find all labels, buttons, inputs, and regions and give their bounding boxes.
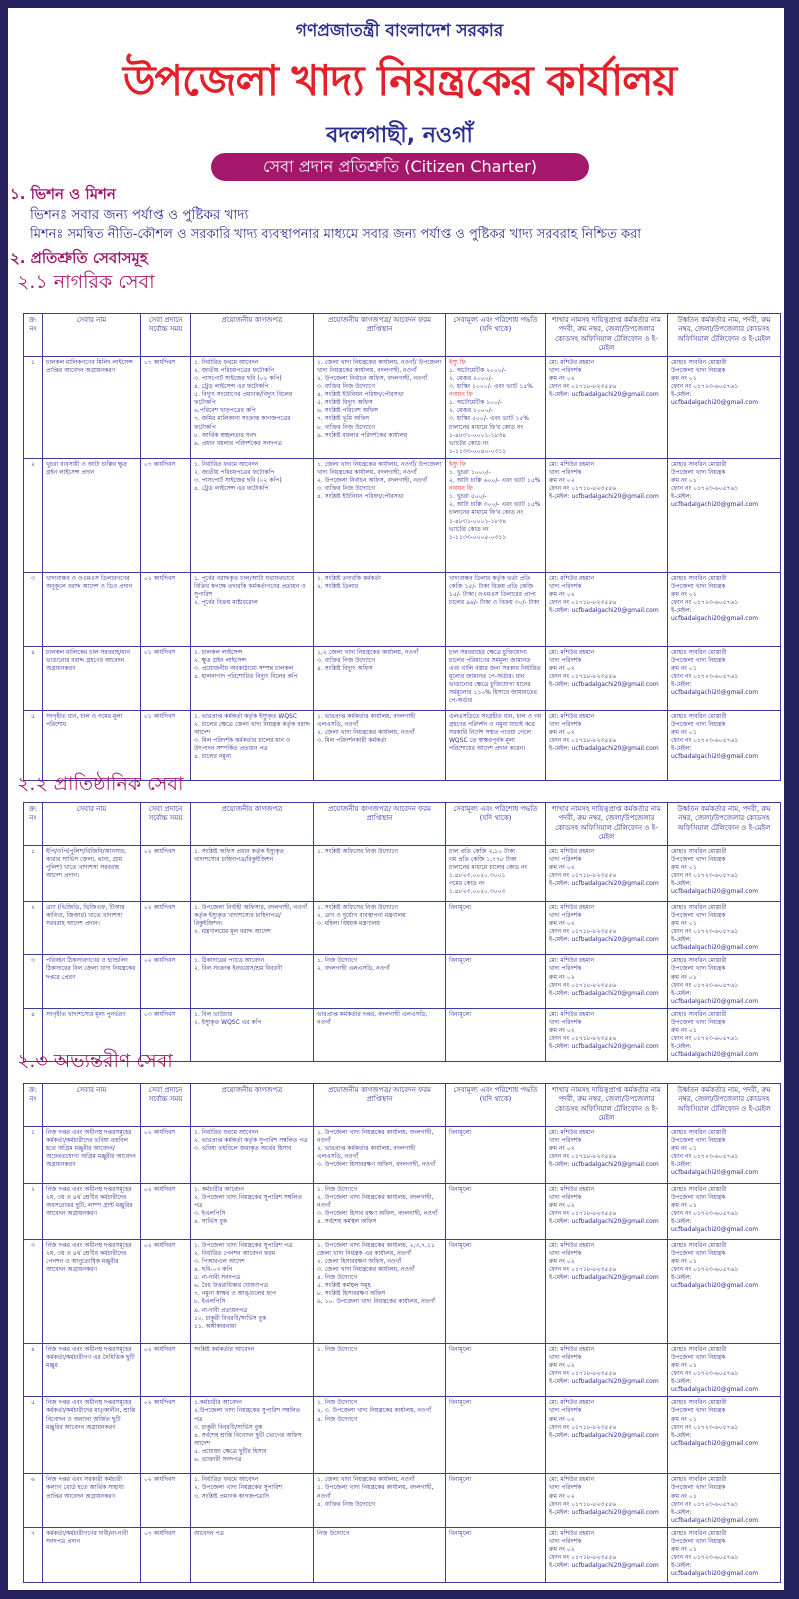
cell-forms: ১. জেলা খাদ্য নিয়ন্ত্রকের কার্যালয়, নওগাঁ/ উপজেলা খাদ্য নিয়ন্ত্রকের কার্যালয়, বদলগাছী, নওগাঁ ২. উপজেলা নির্বাচন অফিস, বদলগাছী, নওগাঁ ৩. ব্যক্তির নিজ উদ্যোগে ৪. সংশ্লিষ্ট ইউনিয়ন পরিষদ/পৌরসভা ৫. সংশ্লিষ্ট বিদ্যুৎ অফিস ৬. সংশ্লিষ্ট পরিবেশ অফিস ৭. সংশ্লিষ্ট ভূমি অফিস ৮. ব্যক্তির নিজ উদ্যোগে ৯. সংশ্লিষ্ট বয়লার পরিদর্শকের কার্যালয় [314, 356, 446, 458]
cell-name: নিজ দপ্তর এবং অধীনস্থ দপ্তরসমূহের ২য়, ৩য় ও ৪র্থ শ্রেণীর কর্মচারীদের পেনশন ও আনুতোষিক মঞ্জুরীর আবেদন অগ্রায়নকরণ [43, 1239, 141, 1343]
cell-time: ০২ কার্যদিবস [141, 845, 191, 901]
cell-time: ০১ কার্যদিবস [141, 646, 191, 710]
fee-line: ১. অটোমেটিক ১০০/- [449, 399, 503, 407]
cell-officer-contact: মো: মশিউর রহমান খাদ্য পরিদর্শক রুম নং ০২ ফোন নং ০১৭১৮-৮২৩৫৫৬ ই-মেইল: ucfbadalgachi20@gmail.com [546, 458, 668, 572]
column-header: উর্ধ্বতন কর্মকর্তার নাম, পদবী, রুম নম্বর, জেলা/উপজেলার কোডসহ অফিসিয়াল টেলিফোন ও ই-মেইল [668, 803, 781, 846]
section-heading: ২.২ প্রাতিষ্ঠানিক সেবা [17, 773, 184, 795]
cell-docs: ১. ঠিকাদারের প্যাডে আবেদন ২. বিল সংক্রান্ত ইনভয়েস/শ্রম বিবরণী [191, 955, 314, 1009]
cell-forms: ১. জেলা খাদ্য নিয়ন্ত্রকের কার্যালয়, নওগাঁ ১. উপজেলা খাদ্য নিয়ন্ত্রকের কার্যালয়, বদলগাছী, নওগাঁ ৪. ব্যক্তির নিজ উদ্যোগে [314, 1474, 446, 1528]
column-header: প্রয়োজনীয় কাগজপত্র/ আবেদন ফরম প্রাপ্তিস্থান [314, 314, 446, 357]
table-row [24, 1183, 781, 1239]
cell-no: ৪ [24, 1008, 43, 1062]
cell-name: ত্রাণ (ভিজিডি, ভিজিএফ, টিআর কাবিখা, জিআর) খাতে খাদ্যশস্য সরবরাহ আদেশ প্রদান। [43, 901, 141, 955]
cell-officer-contact: মো: মশিউর রহমান খাদ্য পরিদর্শক রুম নং ০২ ফোন নং ০১৭১৮-৮২৩৫৫৬ ই-মেইল: ucfbadalgachi20@gmail.com [546, 1126, 668, 1183]
cell-no: ৭ [24, 1527, 43, 1582]
cell-officer-contact: মো: মশিউর রহমান খাদ্য পরিদর্শক রুম নং ০২ ফোন নং ০১৭১৮-৮২৩৫৫৬ ই-মেইল: ucfbadalgachi20@gmail.com [546, 1343, 668, 1397]
column-header: শাখার নামসহ দায়িত্বপ্রাপ্ত কর্মকর্তার নাম পদবী, রুম নম্বর, জেলা/উপজেলার কোডসহ অফিসিয়াল টেলিফোন ও ই-মেইল [546, 803, 668, 846]
column-header: সেবার নাম [43, 314, 141, 357]
cell-name: চালকল মালিকগণের মিলিং লাইসেন্স প্রাপ্তির আবেদন অগ্রায়নকরণ [43, 356, 141, 458]
section-heading: ২.১ নাগরিক সেবা [17, 271, 155, 293]
cell-time: ০৭ কার্যদিবস [141, 356, 191, 458]
fee-line: ইস্যু ফি [449, 358, 466, 366]
fee-line: ২. মেজর ২০০০/- [449, 374, 493, 382]
cell-superior-contact: মোহাঃ সাবরিন মোস্তারী উপজেলা খাদ্য নিয়ন্ত্রক রুম নং ০১ ফোন নং ০১৭২৩-৬০৫৭৬১ ই-মেইল: ucfbadalgachi20@gmail.com [668, 1239, 781, 1343]
fee-line: চালানের মাধ্যমে ফি'র কোড নং [449, 423, 524, 431]
column-header: সেবার নাম [43, 1084, 141, 1127]
cell-docs: ১. ভারপ্রাপ্ত কর্মকর্তা কর্তৃক ইস্যুকৃত WQSC ২. চালের ক্ষেত্রে জেলা খাদ্য নিয়ন্ত্রক কর্তৃক বরাদ্দ আদেশ ৩. মিল পরিদর্শক কর্মকর্তার চালের মান ও উৎপাদন সম্পর্কিত প্রত্যয়ন পত্র ৪. চালের নমুনা [191, 710, 314, 780]
cell-name: চালকল মালিকের চাল সরবরাহ/ধান ভাঙানোর বরাদ্দ গ্রহণের আবেদন অগ্রায়নকরণ [43, 646, 141, 710]
cell-officer-contact: মো: মশিউর রহমান খাদ্য পরিদর্শক রুম নং ০২ ফোন নং ০১৭১৮-৮২৩৫৫৬ ই-মেইল: ucfbadalgachi20@gmail.com [546, 572, 668, 646]
cell-superior-contact: মোহাঃ সাবরিন মোস্তারী উপজেলা খাদ্য নিয়ন্ত্রক রুম নং ০১ ফোন নং ০১৭২৩-৬০৫৭৬১ ই-মেইল: ucfbadalgachi20@gmail.com [668, 955, 781, 1009]
cell-time: ০১ কার্যদিবস [141, 710, 191, 780]
cell-forms: ১. জেলা খাদ্য নিয়ন্ত্রকের কার্যালয়, নওগাঁ/ উপজেলা খাদ্য নিয়ন্ত্রকের কার্যালয়, বদলগাছী, নওগাঁ ২. উপজেলা নির্বাচন অফিস, বদলগাছী, নওগাঁ ৩. ব্যক্তির নিজ উদ্যোগে ৪. সংশ্লিষ্ট ইউনিয়ন পরিষদ/পৌরসভা [314, 458, 446, 572]
cell-fee [446, 458, 546, 572]
fee-line: ৩. হাস্কিং ৫০০/- এবং ভ্যাট ১৫% [449, 415, 529, 423]
cell-officer-contact: মো: মশিউর রহমান খাদ্য পরিদর্শক রুম নং ০২ ফোন নং ০১৭১৮-৮২৩৫৫৬ ই-মেইল: ucfbadalgachi20@gmail.com [546, 356, 668, 458]
cell-name: সংগৃহীত খাদ্যশস্যের মূল্য পুনর্ভরণ [43, 1008, 141, 1062]
cell-docs: ১. বিল ভাউচার ২. ইস্যুকৃত WQSC এর কপি [191, 1008, 314, 1062]
cell-docs: ১. নির্ধারিত ফরমে আবেদন ২. জাতীয় পরিচয়পত্রের ফটোকপি ৩. পাসপোর্ট সাইজের ছবি (০২ কপি) ৪. ট্রেড লাইসেন্স এর ফটোকপি ৫. বিদ্যুৎ সংযোগের প্রমাণক/বিদ্যুৎ বিলের ফটোকপি ৬.পরিবেশ ছাড়পত্রের কপি ৭. জমির মালিকানা সংক্রান্ত কাগজপত্রের ফটোকপি ৮. আর্থিক স্বচ্ছলতার সনদ ৯. প্রধান বয়লার পরিদর্শকের সনদপত্র [191, 356, 314, 458]
fee-line: ২. আটা চাক্কি ৩০০/- এবং ভ্যাট ১৫% [449, 501, 541, 509]
cell-officer-contact: মো: মশিউর রহমান খাদ্য পরিদর্শক রুম নং ০২ ফোন নং ০১৭১৮-৮২৩৫৫৬ ই-মেইল: ucfbadalgachi20@gmail.com [546, 1527, 668, 1582]
cell-docs: ১. উপজেলা খাদ্য নিয়ন্ত্রকের সুপারিশ পত্র ২. নির্ধারিত পেনশন আবেদন ফরম ৩. পিআরএল আদেশ ৪. ছবি-০৩ কপি ৫. না-দাবী সনদপত্র ৬. বৈধ উত্তরাধিকার ঘোষণাপত্র ৭. নমুনা স্বাক্ষর ও আঙ্গুলের ছাপ ৮. ইএলপিসি ৯. না-দাবী প্রত্যয়নপত্র ১০. চাকুরী বিবরণী/সার্ভিস বুক ১১. অঙ্গীকারনামা [191, 1239, 314, 1343]
column-header: সেবা প্রদানে সর্বোচ্চ সময় [141, 1084, 191, 1127]
cell-superior-contact: মোহাঃ সাবরিন মোস্তারী উপজেলা খাদ্য নিয়ন্ত্রক রুম নং ০১ ফোন নং ০১৭২৩-৬০৫৭৬১ ই-মেইল: ucfbadalgachi20@gmail.com [668, 356, 781, 458]
cell-time: ০২ কার্যদিবস [141, 1183, 191, 1239]
cell-superior-contact: মোহাঃ সাবরিন মোস্তারী উপজেলা খাদ্য নিয়ন্ত্রক রুম নং ০১ ফোন নং ০১৭২৩-৬০৫৭৬১ ই-মেইল: ucfbadalgachi20@gmail.com [668, 1126, 781, 1183]
table-row [24, 1527, 781, 1582]
cell-officer-contact: মো: মশিউর রহমান খাদ্য পরিদর্শক রুম নং ০২ ফোন নং ০১৭১৮-৮২৩৫৫৬ ই-মেইল: ucfbadalgachi20@gmail.com [546, 1397, 668, 1474]
column-header: প্রয়োজনীয় কাগজপত্র/ আবেদন ফরম প্রাপ্তিস্থান [314, 803, 446, 846]
cell-superior-contact: মোহাঃ সাবরিন মোস্তারী উপজেলা খাদ্য নিয়ন্ত্রক রুম নং ০১ ফোন নং ০১৭২৩-৬০৫৭৬১ ই-মেইল: ucfbadalgachi20@gmail.com [668, 1343, 781, 1397]
cell-name: পরিবহন ঠিকাদারগণের ও হ্যান্ডলিং ঠিকাদারের বিল জেলা খাদ্য নিয়ন্ত্রকের দপ্তরে প্রেরণ [43, 955, 141, 1009]
cell-superior-contact: মোহাঃ সাবরিন মোস্তারী উপজেলা খাদ্য নিয়ন্ত্রক রুম নং ০১ ফোন নং ০১৭২৩-৬০৫৭৬১ ই-মেইল: ucfbadalgachi20@gmail.com [668, 1008, 781, 1062]
cell-officer-contact: মো: মশিউর রহমান খাদ্য পরিদর্শক রুম নং ০২ ফোন নং ০১৭১৮-৮২৩৫৫৬ ই-মেইল: ucfbadalgachi20@gmail.com [546, 955, 668, 1009]
cell-fee: চাল সরবরাহের ক্ষেত্রে চুক্তিযোগ্য চালের পরিমাণের সমমূল্য জামানত এবং খালি বস্তার জন্য সরকার নির্ধারিত মূল্যের জামানত পে-অর্ডার। ধান ভাঙানোর ক্ষেত্রে চুক্তিযোগ্য ধানের সমমূল্যের ১১০% হিসাবে জামানতের পে-অর্ডার [446, 646, 546, 710]
cell-name: কর্মকর্তা/কর্মচারীগণের দাবী/না-দাবী সনদপত্র প্রদান [43, 1527, 141, 1582]
fee-line: চালানের মাধ্যমে ফি'র কোড নং [449, 509, 524, 517]
cell-no: ১ [24, 845, 43, 901]
cell-time: ০২ কার্যদিবস [141, 1474, 191, 1528]
cell-name: নিজ দপ্তর এবং অধীনস্থ দপ্তরসমূহের কর্মকর্তা/কর্মচারীদের মাতৃকালীন, শ্রান্তি বিনোদন ও অন্যান্য অর্জিত ছুটি মঞ্জুরির আবেদন অগ্রায়নকরণ [43, 1397, 141, 1474]
citizen-charter-badge: সেবা প্রদান প্রতিশ্রুতি (Citizen Charter) [211, 153, 589, 181]
cell-forms: ১. সংশ্লিষ্ট অফিসের নিজ উদ্যোগে ২. ত্রাণ ও দুর্যোগ ব্যবস্থাপনা মন্ত্রণালয় ৩. মহিলা বিষয়ক মন্ত্রণালয় [314, 901, 446, 955]
cell-no: ৩ [24, 572, 43, 646]
cell-time: ০৩ কার্যদিবস [141, 1008, 191, 1062]
cell-superior-contact: মোহাঃ সাবরিন মোস্তারী উপজেলা খাদ্য নিয়ন্ত্রক রুম নং ০১ ফোন নং ০১৭২৩-৬০৫৭৬১ ই-মেইল: ucfbadalgachi20@gmail.com [668, 646, 781, 710]
cell-name: নিজ দপ্তর এবং অধীনস্থ দপ্তরসমূহের কর্মকর্তা/কর্মচারীগণ এর নৈমিত্তিক ছুটি মঞ্জুর [43, 1343, 141, 1397]
column-header: প্রয়োজনীয় কাগজপত্র/ আবেদন ফরম প্রাপ্তিস্থান [314, 1084, 446, 1127]
vision-heading: ১. ভিশন ও মিশন [10, 185, 116, 203]
cell-fee [446, 356, 546, 458]
cell-time: ০১ কার্যদিবস [141, 572, 191, 646]
cell-fee: বিনামূল্যে [446, 1397, 546, 1474]
cell-superior-contact: মোহাঃ সাবরিন মোস্তারী উপজেলা খাদ্য নিয়ন্ত্রক রুম নং ০১ ফোন নং ০১৭২৩-৬০৫৭৬১ ই-মেইল: ucfbadalgachi20@gmail.com [668, 1183, 781, 1239]
cell-officer-contact: মো: মশিউর রহমান খাদ্য পরিদর্শক রুম নং ০২ ফোন নং ০১৭১৮-৮২৩৫৫৬ ই-মেইল: ucfbadalgachi20@gmail.com [546, 845, 668, 901]
cell-fee: বিনামূল্যে [446, 1126, 546, 1183]
cell-forms: ১. নিজ উদ্যোগে [314, 1343, 446, 1397]
cell-time: ০২ কার্যদিবস [141, 1343, 191, 1397]
cell-no: ২ [24, 458, 43, 572]
fee-line: ইস্যু ফি [449, 460, 466, 468]
cell-time: ০২ কার্যদিবস [141, 901, 191, 955]
table-row [24, 1474, 781, 1528]
column-header: সেবামূল্য এবং পরিশোধ পদ্ধতি (যদি থাকে) [446, 314, 546, 357]
table-row [24, 1126, 781, 1183]
cell-no: ২ [24, 901, 43, 955]
cell-forms: ১. সংশ্লিষ্ট তদারকি কর্মকর্তা ২. সংশ্লিষ্ট ডিলার [314, 572, 446, 646]
section-heading: ২.৩ অভ্যন্তরীণ সেবা [17, 1050, 173, 1072]
office-location: বদলগাছী, নওগাঁ [326, 123, 473, 148]
cell-time: ০২ কার্যদিবস [141, 1397, 191, 1474]
vision-text: ভিশনঃ সবার জন্য পর্যাপ্ত ও পুষ্টিকর খাদ্য [30, 207, 249, 223]
cell-superior-contact: মোহাঃ সাবরিন মোস্তারী উপজেলা খাদ্য নিয়ন্ত্রক রুম নং ০১ ফোন নং ০১৭২৩-৬০৫৭৬১ ই-মেইল: ucfbadalgachi20@gmail.com [668, 572, 781, 646]
cell-officer-contact: মো: মশিউর রহমান খাদ্য পরিদর্শক রুম নং ০২ ফোন নং ০১৭১৮-৮২৩৫৫৬ ই-মেইল: ucfbadalgachi20@gmail.com [546, 1239, 668, 1343]
cell-name: সংগৃহীত ধান, চাল ও গমের মূল্য পরিশোধ [43, 710, 141, 780]
cell-forms: ১. ভারপ্রাপ্ত কর্মকর্তার কার্যালয়, বদলগাছী এলএসডি, নওগাঁ ২. জেলা খাদ্য নিয়ন্ত্রকের কার্যালয়, নওগাঁ ৩. মিল পরিদর্শনকারী কর্মকর্তা [314, 710, 446, 780]
cell-no: ৪ [24, 646, 43, 710]
cell-forms: ১. উপজেলা খাদ্য নিয়ন্ত্রকের কার্যালয়, ২,৩,৭,১১ জেলা খাদ্য নিয়ন্ত্রক এর কার্যালয়, নওগাঁ ২. জেলা হিসাবরক্ষণ অফিস, নওগাঁ ৩. জেলা খাদ্য নিয়ন্ত্রকের কার্যালয়, নওগাঁ ৪. নিজ উদ্যোগে ৫. সংশ্লিষ্ট কর্মস্থল সমূহ ৮. সংশ্লিষ্ট হিসাবরক্ষণ অফিস ৯, ১০. উপজেলা খাদ্য নিয়ন্ত্রকের কার্যালয়, নওগাঁ [314, 1239, 446, 1343]
cell-superior-contact: মোহাঃ সাবরিন মোস্তারী উপজেলা খাদ্য নিয়ন্ত্রক রুম নং ০১ ফোন নং ০১৭২৩-৬০৫৭৬১ ই-মেইল: ucfbadalgachi20@gmail.com [668, 1397, 781, 1474]
fee-line: ২. আটা চাক্কি ৬০০/- এবং ভ্যাট ১৫% [449, 477, 541, 485]
column-header: সেবার নাম [43, 803, 141, 846]
table-row [24, 845, 781, 901]
cell-no: ৫ [24, 1397, 43, 1474]
cell-no: ৬ [24, 1474, 43, 1528]
cell-docs: ১. চালকল লাইসেন্স ২. ক্ষুদ্র গ্রইন লাইসেন্স ৩. প্রয়োজনীয় অবকাঠামো সম্পন্ন চালকল ৪. হালনাগাদ পরিশোধিত বিদ্যুৎ বিলের কপি [191, 646, 314, 710]
cell-docs: ১. পূর্বের বরাদ্দকৃত চাল/আটা যথাযথভাবে বিক্রির স্বপক্ষে তদারকি কর্মকর্তাগণের প্রত্যয়ন ও সুপারিশ ২. পূর্বের বিক্রয় মাষ্টাররোল [191, 572, 314, 646]
column-header: উর্ধ্বতন কর্মকর্তার নাম, পদবী, রুম নম্বর, জেলা/উপজেলার কোডসহ অফিসিয়াল টেলিফোন ও ই-মেইল [668, 314, 781, 357]
table-row [24, 1397, 781, 1474]
cell-name: নিজ দপ্তর এবং অধীনস্থ দপ্তরসমূহের ২য়, ৩য় ও ৪র্থ শ্রেণীর কর্মচারীদের অবসরোত্তর ছুটি, লাম্প গ্রান্ট মঞ্জুরির আবেদন অগ্রায়নকরণ [43, 1183, 141, 1239]
table-row [24, 458, 781, 572]
table-header [24, 314, 781, 357]
cell-docs: সংশ্লিষ্ট কর্মকর্তার আবেদন [191, 1343, 314, 1397]
cell-fee: চাল প্রতি কেজি ২,১০ টাকা গম প্রতি কেজি ১,৭৭৮ টাকা চালানের মাধ্যমে চালের কোড নং ১.৪৮২৩.০০২০.৩০০১ গমের কোড নং ১.৪৮২৩.০০২০.৩০০৩ [446, 845, 546, 901]
cell-officer-contact: মো: মশিউর রহমান খাদ্য পরিদর্শক রুম নং ০২ ফোন নং ০১৭১৮-৮২৩৫৫৬ ই-মেইল: ucfbadalgachi20@gmail.com [546, 646, 668, 710]
cell-no: ৫ [24, 710, 43, 780]
services-heading: ২. প্রতিশ্রুতি সেবাসমূহ [10, 249, 148, 267]
column-header: ক্র: নং [24, 314, 43, 357]
fee-line: ১. খুচরা ৫০০/- [449, 493, 487, 501]
column-header: ক্র: নং [24, 803, 43, 846]
cell-time: ০২ কার্যদিবস [141, 1239, 191, 1343]
services-table [23, 802, 781, 1062]
cell-superior-contact: মোহাঃ সাবরিন মোস্তারী উপজেলা খাদ্য নিয়ন্ত্রক রুম নং ০১ ফোন নং ০১৭২৩-৬০৫৭৬১ ই-মেইল: ucfbadalgachi20@gmail.com [668, 710, 781, 780]
fee-line: ভ্যাটের কোড নং [449, 439, 489, 447]
cell-superior-contact: মোহাঃ সাবরিন মোস্তারী উপজেলা খাদ্য নিয়ন্ত্রক রুম নং ০১ ফোন নং ০১৭২৩-৬০৫৭৬১ ই-মেইল: ucfbadalgachi20@gmail.com [668, 1474, 781, 1528]
cell-officer-contact: মো: মশিউর রহমান খাদ্য পরিদর্শক রুম নং ০২ ফোন নং ০১৭১৮-৮২৩৫৫৬ ই-মেইল: ucfbadalgachi20@gmail.com [546, 1183, 668, 1239]
table-row [24, 955, 781, 1009]
cell-name: নিজ দপ্তর এবং সরকারী কর্মচারী কল্যাণ বোর্ড হতে আর্থিক সাহায্য প্রাপ্তির আবেদন অগ্রায়নকরণ [43, 1474, 141, 1528]
cell-superior-contact: মোহাঃ সাবরিন মোস্তারী উপজেলা খাদ্য নিয়ন্ত্রক রুম নং ০১ ফোন নং ০১৭২৩-৬০৫৭৬১ ই-মেইল: ucfbadalgachi20@gmail.com [668, 901, 781, 955]
table-row [24, 1239, 781, 1343]
cell-fee: বিনামূল্যে [446, 1183, 546, 1239]
cell-no: ১ [24, 1126, 43, 1183]
cell-fee: বিনামূল্যে [446, 1008, 546, 1062]
column-header: শাখার নামসহ দায়িত্বপ্রাপ্ত কর্মকর্তার নাম পদবী, রুম নম্বর, জেলা/উপজেলার কোডসহ অফিসিয়াল টেলিফোন ও ই-মেইল [546, 1084, 668, 1127]
cell-forms: ১. সংশ্লিষ্ট অফিসের নিজ উদ্যোগে [314, 845, 446, 901]
mission-text: মিশনঃ সমন্বিত নীতি-কৌশল ও সরকারি খাদ্য ব্যবস্থাপনার মাধ্যমে সবার জন্য পর্যাপ্ত ও পুষ্টিকর খাদ্য সরবরাহ নিশ্চিত করা [30, 227, 642, 242]
table-header [24, 803, 781, 846]
cell-docs: আবেদন পত্র [191, 1527, 314, 1582]
fee-line: ১-১১৩৩-০০৪০-০৩১১ [449, 447, 507, 455]
fee-line: নবায়ন ফি [449, 485, 473, 493]
table-row [24, 356, 781, 458]
cell-no: ৩ [24, 955, 43, 1009]
fee-line: ৩. হাস্কিং ১০০০/- এবং ভ্যাট ১৫% [449, 383, 533, 391]
cell-fee: এলএসডিতে সংগ্রহীত ধান, চাল ও গম গ্রহণের পরিদর্শন ও নমুনা যাচাই করে সরকারি নির্দেশ সম্মত পাওয়া গেলে WQSC তে স্বাক্ষরপূর্বক মূল্য পরিশোধের আদেশ প্রদান করেন। [446, 710, 546, 780]
cell-forms: ১,২ জেলা খাদ্য নিয়ন্ত্রকের কার্যালয়, নওগাঁ ৩. ব্যক্তির নিজ উদ্যোগে ৪. সংশ্লিষ্ট বিদ্যুৎ অফিস [314, 646, 446, 710]
table-row [24, 1343, 781, 1397]
fee-line: ২. মেজর ১০০০/- [449, 407, 493, 415]
column-header: সেবামূল্য এবং পরিশোধ পদ্ধতি (যদি থাকে) [446, 803, 546, 846]
table-header [24, 1084, 781, 1127]
cell-docs: ১. কর্মচারীর আবেদন ২. উপজেলা খাদ্য নিয়ন্ত্রকের সুপারিশ সম্বলিত পত্র ৩. ইএলপিসি ৪. সার্ভিস বুক [191, 1183, 314, 1239]
cell-name: খাদ্যবান্ধব ও ওএমএস ডিলারগণের অনুকূলে বরাদ্দ আদেশ ও ডিও প্রদান [43, 572, 141, 646]
cell-docs: ১.কর্মচারীর আবেদন ২.উপজেলা খাদ্য নিয়ন্ত্রকের সুপারিশ সম্বলিত পত্র ৩. চাকুরী বিবরণী/সার্ভিস বুক ৪. সর্বশেষ শ্রান্তি বিনোদন ছুটি ভোগের অফিস আদেশ ৫. প্রযোজ্য ক্ষেত্রে ছুটির হিসাব ৬. ডাক্তারী সনদপত্র [191, 1397, 314, 1474]
office-title: উপজেলা খাদ্য নিয়ন্ত্রকের কার্যালয় [122, 56, 677, 105]
cell-fee: বিনামূল্যে [446, 901, 546, 955]
fee-line: ১-৪৮৩১-০০০১-১৮৩৪ [449, 517, 507, 525]
cell-no: ১ [24, 356, 43, 458]
cell-fee: খাদ্যবান্ধব ডিলার কর্তৃক ভর্তা প্রতি কেজি ১৫/- টাকা বিক্রয় প্রতি কেজি ১৫/- টাকা। ওএমএস ডিলারের প্রাপ্য চালের ৯৯/- টাকা ও বিক্রয় ৩০/- টাকা [446, 572, 546, 646]
cell-officer-contact: মো: মশিউর রহমান খাদ্য পরিদর্শক রুম নং ০২ ফোন নং ০১৭১৮-৮২৩৫৫৬ ই-মেইল: ucfbadalgachi20@gmail.com [546, 710, 668, 780]
cell-fee: বিনামূল্যে [446, 1239, 546, 1343]
cell-forms: ১. নিজ উদ্যোগে ২. বদলগাছী এলএসডি, নওগাঁ [314, 955, 446, 1009]
column-header: সেবা প্রদানে সর্বোচ্চ সময় [141, 314, 191, 357]
fee-line: নবায়ন ফি [449, 391, 473, 399]
cell-forms: ১. নিজ উদ্যোগে ২. উপজেলা খাদ্য নিয়ন্ত্রকের কার্যালয়, বদলগাছী, নওগাঁ ৩. উপজেলা হিসাব রক্ষণ অফিস, বদলগাছী, নওগাঁ ৪. সর্বশেষ কর্মস্থল অফিস [314, 1183, 446, 1239]
cell-forms: নিজ উদ্যোগে [314, 1527, 446, 1582]
services-table [23, 313, 781, 781]
cell-docs: ১. সংশ্লিষ্ট অফিস প্রধান কর্তৃক ইস্যুকৃত খাদ্যশস্যের চাহিদাপত্র/রিকুইজিশন [191, 845, 314, 901]
cell-no: ৩ [24, 1239, 43, 1343]
table-row [24, 646, 781, 710]
column-header: শাখার নামসহ দায়িত্বপ্রাপ্ত কর্মকর্তার নাম পদবী, রুম নম্বর, জেলা/উপজেলার কোডসহ অফিসিয়াল টেলিফোন ও ই-মেইল [546, 314, 668, 357]
cell-time: ০৭ কার্যদিবস [141, 1527, 191, 1582]
government-name: গণপ্রজাতন্ত্রী বাংলাদেশ সরকার [295, 21, 504, 41]
cell-name: খুচরা ব্যবসায়ী ও আটা চাক্কির ক্ষুদ্র গ্রইন লাইসেন্স প্রদান [43, 458, 141, 572]
cell-no: ৪ [24, 1343, 43, 1397]
cell-superior-contact: মোহাঃ সাবরিন মোস্তারী উপজেলা খাদ্য নিয়ন্ত্রক রুম নং ০১ ফোন নং ০১৭২৩-৬০৫৭৬১ ই-মেইল: ucfbadalgachi20@gmail.com [668, 845, 781, 901]
fee-line: ১. খুচরা ১০০০/- [449, 468, 491, 476]
cell-no: ২ [24, 1183, 43, 1239]
fee-line: ১. অটোমেটিক ২০০০/- [449, 366, 506, 374]
cell-fee: বিনামূল্যে [446, 955, 546, 1009]
cell-fee: বিনামূল্যে [446, 1527, 546, 1582]
cell-forms: ১. উপজেলা খাদ্য নিয়ন্ত্রকের কার্যালয়, বদলগাছী, নওগাঁ ২. ভারপ্রাপ্ত কর্মকর্তার কার্যালয়, বদলগাছী এলএসডি, নওগাঁ ৩. উপজেলা হিসাবরক্ষণ অফিস, বদলগাছী, নওগাঁ [314, 1126, 446, 1183]
column-header: প্রয়োজনীয় কাগজপত্র [191, 314, 314, 357]
cell-forms: ভারপ্রাপ্ত কর্মকর্তার দপ্তর, বদলগাছী এলএসডি, নওগাঁ [314, 1008, 446, 1062]
column-header: প্রয়োজনীয় কাগজপত্র [191, 1084, 314, 1127]
fee-line: ১-১১৩৩-০০০৫-০৩১১ [449, 533, 507, 541]
cell-time: ০৭ কার্যদিবস [141, 458, 191, 572]
cell-docs: ১. নির্ধারিত ফরমে আবেদন ২. জাতীয় পরিচয়পত্রের ফটোকপি ৩. পাসপোর্ট সাইজের ছবি (০২ কপি) ৪. ট্রেড লাইসেন্স এর ফটোকপি [191, 458, 314, 572]
cell-name: নিজ দপ্তর এবং অধীনস্থ দপ্তরসমূহের কর্মকর্তা/কর্মচারীদের ভবিষ্য তহবিল হতে অগ্রিম মঞ্জুরীর আবেদন/ অফেরতযোগ্য অগ্রিম মঞ্জুরীর আবেদন অগ্রায়নকরণ [43, 1126, 141, 1183]
cell-docs: ১. উপজেলা নির্বাহী অফিসার, বদলগাছী, নওগাঁ কর্তৃক ইস্যুকৃত খাদ্যশস্যের চাহিদাপত্র/ রিকুইজিশন। ২. মন্ত্রণালয়ের মূল বরাদ্দ আদেশ [191, 901, 314, 955]
cell-officer-contact: মো: মশিউর রহমান খাদ্য পরিদর্শক রুম নং ০২ ফোন নং ০১৭১৮-৮২৩৫৫৬ ই-মেইল: ucfbadalgachi20@gmail.com [546, 1474, 668, 1528]
fee-line: ১-৪৮৩১-০০০১-১৮৩৪ [449, 431, 507, 439]
cell-officer-contact: মো: মশিউর রহমান খাদ্য পরিদর্শক রুম নং ০২ ফোন নং ০১৭১৮-৮২৩৫৫৬ ই-মেইল: ucfbadalgachi20@gmail.com [546, 1008, 668, 1062]
cell-superior-contact: মোহাঃ সাবরিন মোস্তারী উপজেলা খাদ্য নিয়ন্ত্রক রুম নং ০১ ফোন নং ০১৭২৩-৬০৫৭৬১ ই-মেইল: ucfbadalgachi20@gmail.com [668, 1527, 781, 1582]
column-header: সেবামূল্য এবং পরিশোধ পদ্ধতি (যদি থাকে) [446, 1084, 546, 1127]
cell-time: ০২ কার্যদিবস [141, 955, 191, 1009]
fee-line: ভ্যাটের কোড নং [449, 525, 489, 533]
cell-fee: বিনামূল্যে [446, 1474, 546, 1528]
cell-officer-contact: মো: মশিউর রহমান খাদ্য পরিদর্শক রুম নং ০২ ফোন নং ০১৭১৮-৮২৩৫৫৬ ই-মেইল: ucfbadalgachi20@gmail.com [546, 901, 668, 955]
column-header: ক্র: নং [24, 1084, 43, 1127]
cell-time: ০২ কার্যদিবস [141, 1126, 191, 1183]
cell-fee: বিনামূল্যে [446, 1343, 546, 1397]
cell-superior-contact: মোহাঃ সাবরিন মোস্তারী উপজেলা খাদ্য নিয়ন্ত্রক রুম নং ০১ ফোন নং ০১৭২৩-৬০৫৭৬১ ই-মেইল: ucfbadalgachi20@gmail.com [668, 458, 781, 572]
table-row [24, 901, 781, 955]
cell-docs: ১. নির্ধারিত ফরমে আবেদন ২. ভারপ্রাপ্ত কর্মকর্তা কর্তৃক সুপারিশ সম্বলিত পত্র ৩. ভবিষ্য তহবিলে জমাকৃত অর্থের হিসাব [191, 1126, 314, 1183]
services-table [23, 1083, 781, 1583]
column-header: সেবা প্রদানে সর্বোচ্চ সময় [141, 803, 191, 846]
cell-name: ইপি/ওপি(পুলিশ/বিজিবি/আনসার, কারার সার্ভিস জেলা, থানা, গ্রাম পুলিশ) খাতে খাদ্যশস্য সরবরাহ আদেশ প্রদান। [43, 845, 141, 901]
table-row [24, 572, 781, 646]
cell-forms: ১. নিজ উদ্যোগে ২, ৩. উপজেলা খাদ্য নিয়ন্ত্রকের কার্যালয়, নওগাঁ ৪. নিজ উদ্যোগে [314, 1397, 446, 1474]
column-header: প্রয়োজনীয় কাগজপত্র [191, 803, 314, 846]
cell-docs: ১. নির্ধারিত ফরমে আবেদন ২. উপজেলা খাদ্য নিয়ন্ত্রকের সুপারিশ ৩. সংশ্লিষ্ট প্রমাণক কাগজপত্রাদি [191, 1474, 314, 1528]
column-header: উর্ধ্বতন কর্মকর্তার নাম, পদবী, রুম নম্বর, জেলা/উপজেলার কোডসহ অফিসিয়াল টেলিফোন ও ই-মেইল [668, 1084, 781, 1127]
